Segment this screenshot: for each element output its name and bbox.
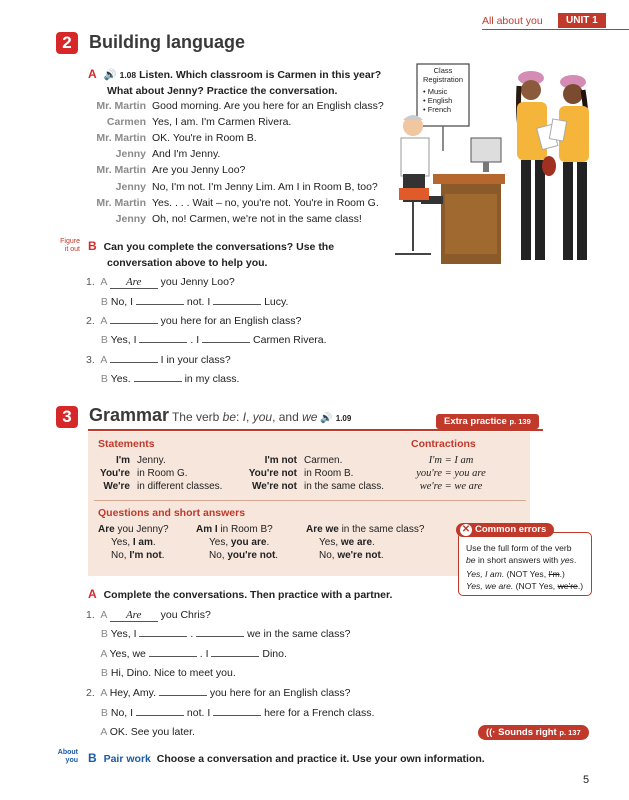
grammar-rule [88, 429, 543, 431]
contraction-3: we're = we are [419, 481, 483, 492]
part-b-instruction-1: Can you complete the conversations? Use the [103, 241, 335, 253]
ex2-2b: B Yes, I . I Carmen Rivera. [100, 334, 327, 346]
ex2-2a: 2. A you here for an English class? [86, 315, 302, 327]
answer-blank[interactable] [110, 362, 158, 363]
pair-work-label: Pair work [103, 753, 151, 765]
errors-line-1: Use the full form of the verb [466, 543, 572, 553]
part-a-letter: A [88, 67, 97, 81]
s3-part-a-instruction: A Complete the conversations. Then practice with a partner. [88, 587, 393, 601]
answer-blank[interactable] [211, 656, 259, 657]
question: Are you Jenny? [98, 524, 169, 535]
about-you-label: About you [57, 749, 78, 764]
dialogue-line [56, 132, 257, 144]
s3-part-b-instruction: B Pair work Choose a conversation and practice it. Use your own information. [88, 751, 485, 765]
answer-blank[interactable] [134, 381, 182, 382]
short-answer-yes: Yes, I am. [111, 537, 156, 548]
stmt-pos-rest-2: in Room G. [137, 468, 188, 479]
dialogue-line [56, 148, 220, 160]
question: Are we in the same class? [306, 524, 425, 535]
common-errors-box [458, 532, 592, 596]
header-section: All about you [482, 15, 543, 27]
ex3-2a: 2. A Hey, Amy. you here for an English class? [86, 687, 351, 699]
answer-blank[interactable] [139, 636, 187, 637]
speaker-line: OK. You're in Room B. [152, 132, 257, 145]
answer-blank[interactable] [139, 342, 187, 343]
section-3-heading [89, 405, 351, 426]
errors-example-2: Yes, we are. (NOT Yes, we're.) [466, 580, 584, 591]
speaker-name: Jenny [115, 148, 146, 161]
speaker-name: Mr. Martin [96, 132, 146, 145]
contraction-1: I'm = I am [428, 455, 474, 466]
dialogue-line [56, 181, 378, 193]
ex3-2b: B No, I not. I here for a French class. [100, 707, 375, 719]
part-b-instruction [88, 238, 334, 271]
sign-item-english: • English [423, 96, 453, 105]
dialogue-line [56, 116, 291, 128]
registration-sign [418, 66, 468, 114]
ex3-2c: A OK. See you later. [100, 726, 195, 738]
audio-icon[interactable]: 🔊 [320, 413, 333, 424]
sounds-right-tab[interactable]: ((· Sounds right p. 137 [478, 725, 589, 740]
speaker-name: Jenny [115, 212, 146, 225]
short-answer-no: No, we're not. [319, 550, 384, 561]
answer-blank[interactable]: Are [110, 609, 158, 622]
answer-blank[interactable] [159, 695, 207, 696]
ex3-1b: B Yes, I . we in the same class? [100, 628, 351, 640]
dialogue-line [56, 100, 384, 112]
ex2-1b: B No, I not. I Lucy. [100, 296, 289, 308]
ex2-3b: B Yes. in my class. [100, 373, 240, 385]
part-a-instruction-2: What about Jenny? Practice the conversation. [107, 85, 338, 97]
short-answer-no: No, you're not. [209, 550, 279, 561]
audio-track: 1.09 [335, 414, 352, 423]
questions-heading: Questions and short answers [98, 507, 246, 519]
contractions-heading: Contractions [411, 438, 476, 450]
answer-blank[interactable] [213, 715, 261, 716]
sign-title-2: Registration [422, 75, 464, 84]
ex3-1d: B Hi, Dino. Nice to meet you. [100, 667, 236, 679]
answer-blank[interactable] [213, 304, 261, 305]
speaker-line: Yes, I am. I'm Carmen Rivera. [152, 116, 292, 129]
part-b-instruction-2: conversation above to help you. [107, 257, 268, 269]
stmt-pos-rest-3: in different classes. [137, 481, 223, 492]
answer-blank[interactable] [196, 636, 244, 637]
dialogue-line [56, 197, 379, 209]
short-answer-yes: Yes, we are. [319, 537, 375, 548]
stmt-pos-subj-2: You're [100, 468, 130, 479]
section-3-subtitle: The verb be: I, you, and we [171, 410, 318, 424]
header-unit: UNIT 1 [558, 13, 606, 28]
stmt-pos-rest-1: Jenny. [137, 455, 166, 466]
ex2-1a: 1. A Are you Jenny Loo? [86, 276, 235, 288]
part-b-letter: B [88, 239, 97, 253]
ex2-3a: 3. A I in your class? [86, 354, 231, 366]
speaker-line: Are you Jenny Loo? [152, 164, 246, 177]
answer-blank[interactable] [110, 323, 158, 324]
audio-track: 1.08 [119, 70, 137, 80]
speaker-line: Good morning. Are you here for an English class? [152, 100, 384, 112]
answer-blank[interactable]: Are [110, 276, 158, 289]
speaker-name: Mr. Martin [96, 164, 146, 177]
audio-icon[interactable]: 🔊 [103, 69, 117, 81]
sound-wave-icon: ((· [486, 727, 496, 738]
short-answer-no: No, I'm not. [111, 550, 165, 561]
ex3-1a: 1. A Are you Chris? [86, 609, 211, 621]
section-3-title: Grammar [89, 405, 170, 425]
section-3-number: 3 [56, 406, 78, 428]
stmt-neg-rest-3: in the same class. [304, 481, 385, 492]
stmt-neg-subj-3: We're not [252, 481, 297, 492]
answer-blank[interactable] [136, 715, 184, 716]
grammar-divider [94, 500, 526, 501]
speaker-line: Oh, no! Carmen, we're not in the same class! [152, 212, 362, 225]
header-rule [482, 29, 629, 30]
question: Am I in Room B? [196, 524, 273, 535]
stmt-neg-subj-1: I'm not [264, 455, 297, 466]
figure-it-out-label: Figure it out [60, 238, 80, 253]
statements-heading: Statements [98, 438, 155, 450]
speaker-name: Jenny [115, 180, 146, 193]
part-a-instruction-1: Listen. Which classroom is Carmen in this year? [139, 69, 382, 81]
speaker-line: No, I'm not. I'm Jenny Lim. Am I in Room B, too? [152, 180, 378, 193]
part-a-instruction [88, 66, 381, 99]
errors-example-1: Yes, I am. (NOT Yes, I'm.) [466, 569, 565, 580]
section-2-title: Building language [89, 32, 245, 52]
dialogue-line [56, 164, 245, 176]
ex3-1c: A Yes, we . I Dino. [100, 648, 287, 660]
close-x-icon: ✕ [461, 524, 471, 535]
contraction-2: you're = you are [416, 468, 486, 479]
section-2-number: 2 [56, 32, 78, 54]
short-answer-yes: Yes, you are. [209, 537, 270, 548]
stmt-neg-subj-2: You're not [248, 468, 297, 479]
sign-title-1: Class [433, 66, 453, 75]
stmt-neg-rest-2: in Room B. [304, 468, 354, 479]
stmt-pos-subj-1: I'm [115, 455, 130, 466]
stmt-pos-subj-3: We're [103, 481, 130, 492]
extra-practice-tab[interactable]: Extra practice p. 139 [436, 414, 539, 429]
errors-line-2: be in short answers with yes. [466, 554, 577, 565]
stmt-neg-rest-1: Carmen. [304, 455, 343, 466]
speaker-name: Mr. Martin [96, 196, 146, 209]
answer-blank[interactable] [149, 656, 197, 657]
speaker-name: Mr. Martin [96, 100, 146, 112]
dialogue-line [56, 213, 362, 225]
page-number: 5 [583, 774, 590, 786]
speaker-line: Yes. . . . Wait – no, you're not. You're in Room G. [152, 196, 379, 209]
answer-blank[interactable] [136, 304, 184, 305]
sign-item-french: • French [423, 105, 452, 114]
answer-blank[interactable] [202, 342, 250, 343]
speaker-name: Carmen [106, 116, 146, 129]
common-errors-tab[interactable]: ✕ Common errors [456, 523, 554, 537]
speaker-line: And I'm Jenny. [152, 148, 221, 161]
sign-item-music: • Music [423, 87, 448, 96]
